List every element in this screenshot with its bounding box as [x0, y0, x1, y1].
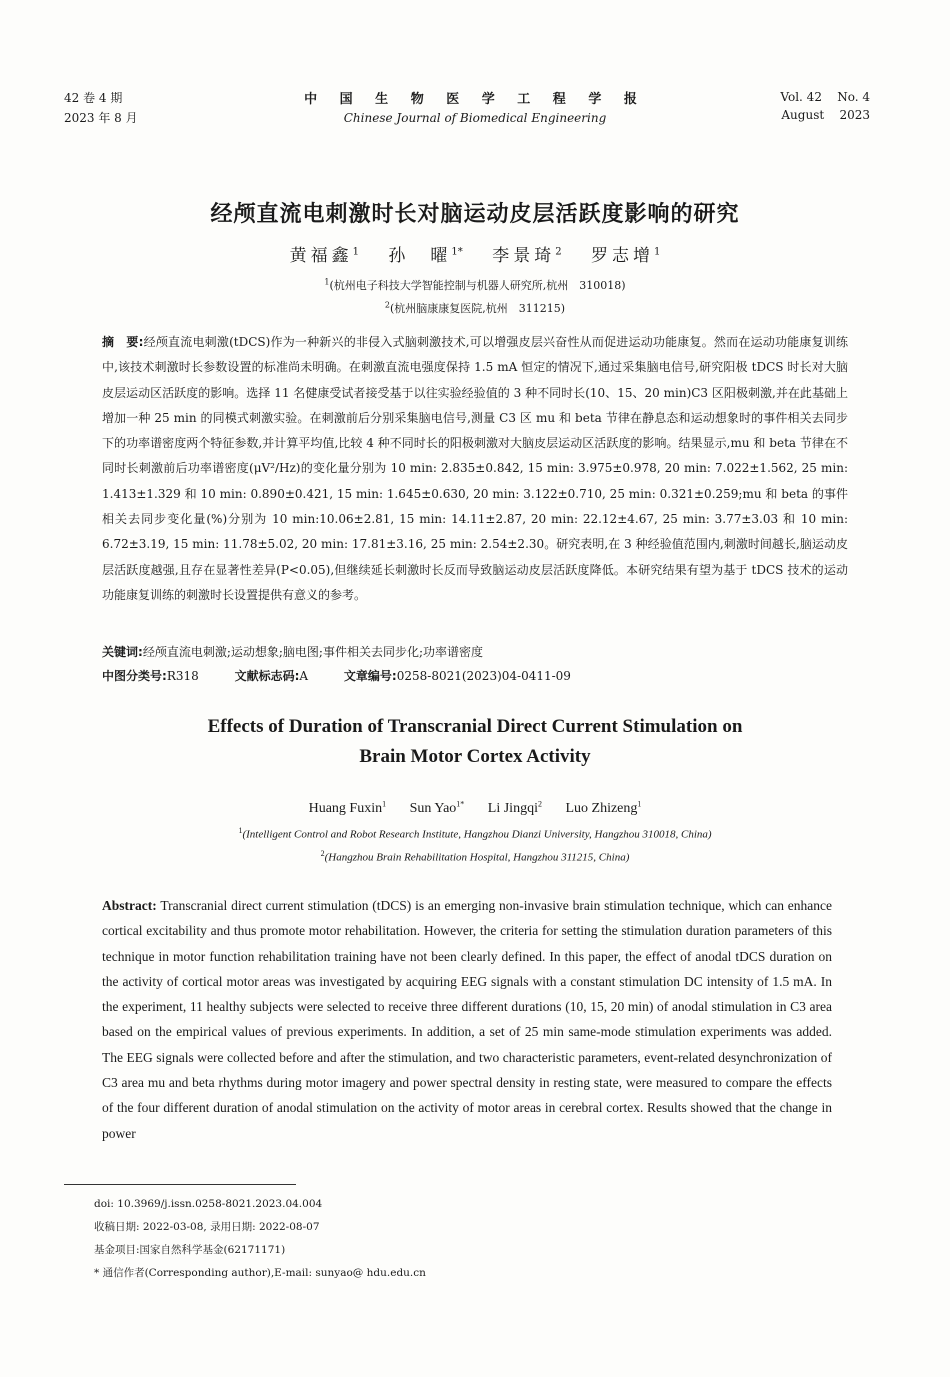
- keywords-cn-text: 经颅直流电刺激;运动想象;脑电图;事件相关去同步化;功率谱密度: [142, 645, 483, 659]
- authors-en: [0, 799, 950, 817]
- abstract-en-text: Transcranial direct current stimulation (tDCS) is an emerging non-invasive brain stimulation technique, which can enhance cortical excitability and thus promote motor rehabilitation. However, the criteria for setting the stimulation duration parameters of this technique in motor function rehabilitation training have not been clearly defined. In this paper, the effect of anodal tDCS duration on the activity of cortical motor areas was investigated by acquiring EEG signals with a constant stimulation DC intensity of 1.5 mA. In the experiment, 11 healthy subjects were selected to receive three different durations (10, 15, 20 min) of anodal stimulation in C3 area based on the empirical values of previous experiments. In addition, a set of 25 min same-mode stimulation experiments was added. The EEG signals were collected before and after the stimulation, and two characteristic parameters, event-related desynchronization of C3 area mu and beta rhythms during motor imagery and power spectral density in resting state, were measured to compare the effects of the four different duration of anodal stimulation on the activity of motor areas in cerebral cortex. Results showed that the change in power: [102, 898, 832, 1141]
- clc-label: 中图分类号:: [102, 669, 167, 683]
- affiliation-cn-2: $^2$(杭州脑康康复医院,杭州 311215): [384, 300, 566, 315]
- footnote-divider: [64, 1184, 296, 1185]
- volume-issue-cn: 42 卷 4 期: [64, 91, 123, 105]
- date-cn: 2023 年 8 月: [64, 111, 138, 125]
- paper-title-cn: 经颅直流电刺激时长对脑运动皮层活跃度影响的研究: [210, 202, 740, 227]
- abstract-cn: [102, 330, 848, 608]
- month-en: August: [781, 108, 825, 122]
- author-en: Huang Fuxin$^1$: [308, 799, 387, 816]
- header-right: [780, 88, 870, 124]
- author-cn: 黄福鑫$^1$: [289, 246, 360, 266]
- keywords-cn: [102, 640, 848, 664]
- journal-name-en: Chinese Journal of Biomedical Engineering: [343, 111, 607, 125]
- author-cn: 李景琦$^2$: [492, 246, 562, 266]
- author-en: Sun Yao$^{1*}$: [409, 799, 465, 816]
- footnote-doi: doi: 10.3969/j.issn.0258-8021.2023.04.004: [94, 1198, 323, 1210]
- doc-code-label: 文献标志码:: [234, 669, 300, 683]
- footnote-dates: 收稿日期: 2022-03-08, 录用日期: 2022-08-07: [94, 1221, 320, 1233]
- author-cn: 孙 曜$^{1*}$: [388, 246, 463, 266]
- year-en: 2023: [839, 108, 870, 122]
- paper-title-en-line1: Effects of Duration of Transcranial Direct Current Stimulation on: [207, 716, 743, 737]
- footnote-fund: 基金项目:国家自然科学基金(62171171): [94, 1244, 286, 1256]
- abstract-cn-label: 摘 要:: [102, 335, 144, 349]
- journal-name-cn: 中 国 生 物 医 学 工 程 学 报: [304, 92, 646, 107]
- affiliation-en-1: $^1$(Intelligent Control and Robot Research Institute, Hangzhou Dianzi University, Hangzhou 310018, China): [238, 826, 712, 841]
- abstract-en-label: Abstract:: [102, 898, 157, 913]
- paper-title-en-line2: Brain Motor Cortex Activity: [359, 746, 591, 767]
- author-en: Li Jingqi$^2$: [487, 799, 542, 816]
- issue-en: No. 4: [837, 90, 870, 104]
- abstract-cn-text: 经颅直流电刺激(tDCS)作为一种新兴的非侵入式脑刺激技术,可以增强皮层兴奋性从而促进运动功能康复。然而在运动功能康复训练中,该技术刺激时长参数设置的标准尚未明确。在刺激直流电强度保持 1.5 mA 恒定的情况下,通过采集脑电信号,研究阳极 tDCS 时长对大脑皮层运动区活跃度的影响。选择 11 名健康受试者接受基于以往实验经验值的 3 种不同时长(10、15、20 min)C3 区阳极刺激,并在此基础上增加一种 25 min 的同模式刺激实验。在刺激前后分别采集脑电信号,测量 C3 区 mu 和 beta 节律在静息态和运动想象时的事件相关去同步下的功率谱密度两个特征参数,并计算平均值,比较 4 种不同时长的阳极刺激对大脑皮层运动区活跃度的影响。结果显示,mu 和 beta 节律在不同时长刺激前后功率谱密度(μV²/Hz)的变化量分别为 10 min: 2.835±0.842, 15 min: 3.975±0.978, 20 min: 7.022±1.562, 25 min: 1.413±1.329 和 10 min: 0.890±0.421, 15 min: 1.645±0.630, 20 min: 3.122±0.710, 25 min: 0.321±0.259;mu 和 beta 的事件相关去同步变化量(%)分别为 10 min:10.06±2.81, 15 min: 14.11±2.87, 20 min: 22.12±4.67, 25 min: 3.77±3.03 和 10 min: 6.72±3.19, 15 min: 11.78±5.02, 20 min: 17.81±3.16, 25 min: 2.54±2.30。研究表明,在 3 种经验值范围内,刺激时间越长,脑运动皮层活跃度越强,且存在显著性差异(P<0.05),但继续延长刺激时长反而导致脑运动皮层活跃度降低。本研究结果有望为基于 tDCS 技术的运动功能康复训练的刺激时长设置提供有意义的参考。: [102, 335, 848, 602]
- article-no-label: 文章编号:: [343, 669, 397, 683]
- authors-cn: [0, 241, 950, 266]
- keywords-cn-label: 关键词:: [102, 645, 143, 659]
- doc-code-value: A: [299, 669, 309, 683]
- paper-title-en: [0, 712, 950, 772]
- footnote-corresponding: * 通信作者(Corresponding author),E-mail: sunyao@ hdu.edu.cn: [94, 1267, 426, 1279]
- author-en: Luo Zhizeng$^1$: [565, 799, 642, 816]
- author-cn: 罗志增$^1$: [590, 246, 661, 266]
- clc-value: R318: [166, 669, 199, 683]
- affiliation-en-2: $^2$(Hangzhou Brain Rehabilitation Hospital, Hangzhou 311215, China): [320, 849, 630, 864]
- classification-line: [102, 664, 848, 688]
- affiliation-cn-1: $^1$(杭州电子科技大学智能控制与机器人研究所,杭州 310018): [324, 277, 626, 292]
- volume-en: Vol. 42: [780, 90, 822, 104]
- article-no-value: 0258-8021(2023)04-0411-09: [396, 669, 571, 683]
- abstract-en: [102, 893, 832, 1146]
